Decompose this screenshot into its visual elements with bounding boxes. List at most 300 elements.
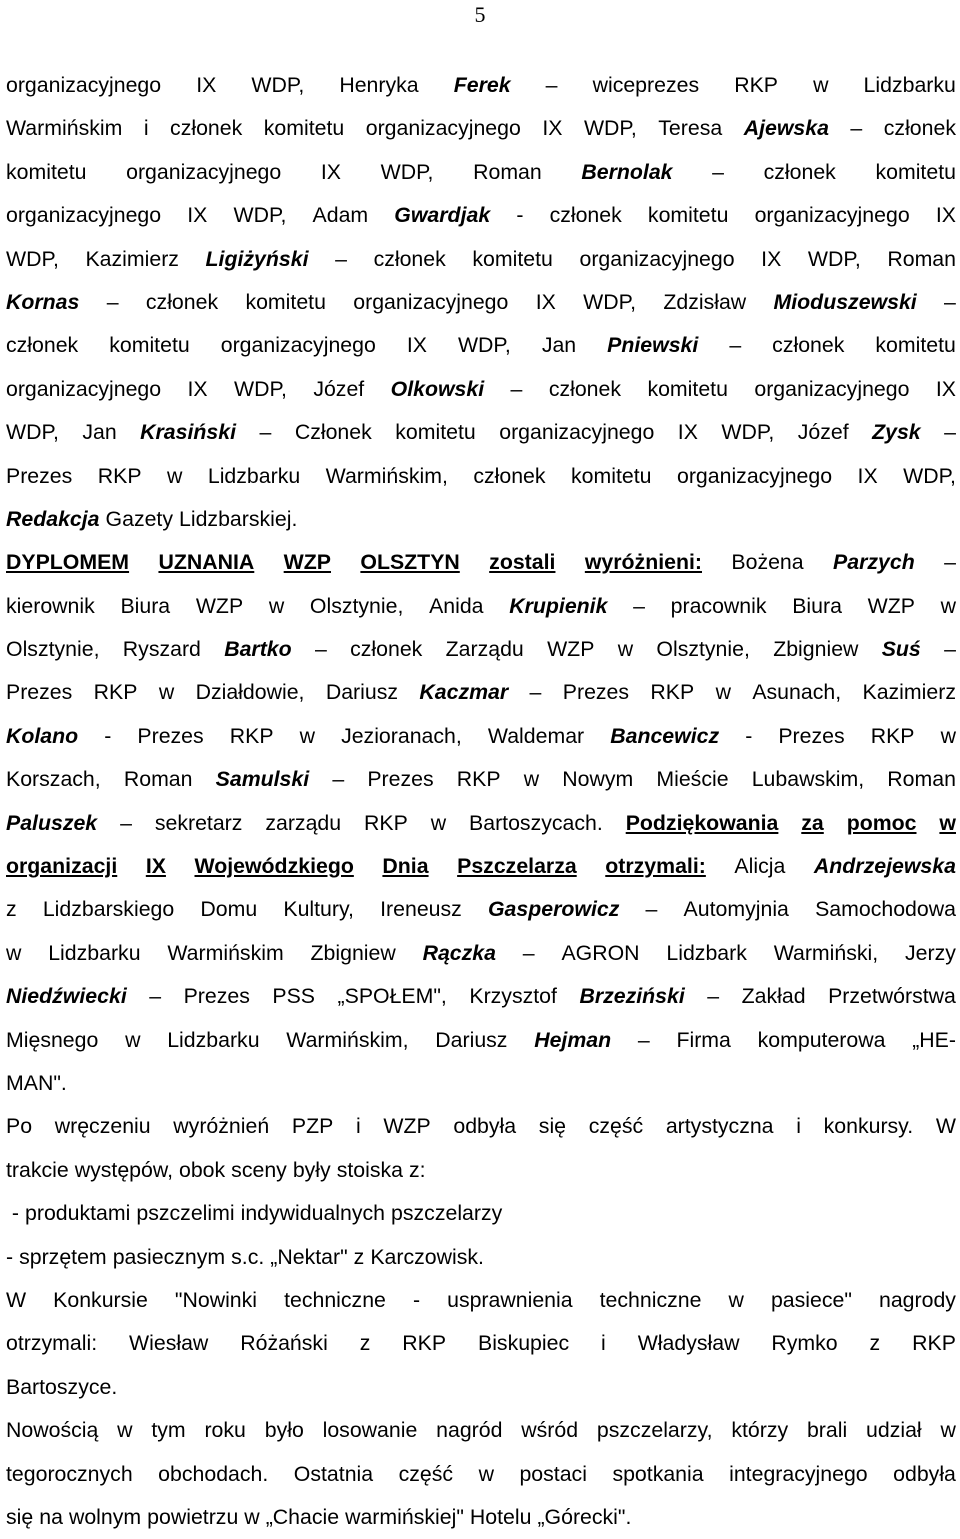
word: Krasiński: [140, 420, 237, 445]
word: Nowym: [562, 767, 634, 792]
word: Dnia: [382, 854, 429, 879]
word: –: [944, 420, 956, 445]
word: Lidzbarskiej.: [179, 506, 298, 531]
word: Ajewska: [743, 116, 829, 141]
word: WDP,: [251, 73, 305, 97]
word: Roman: [887, 767, 956, 792]
word: w: [940, 723, 956, 748]
text-line: [6, 1322, 956, 1365]
text-line: [6, 194, 956, 237]
word: RKP: [97, 463, 142, 488]
word: brali: [806, 1418, 848, 1443]
word: roku: [204, 1418, 246, 1443]
word: Gwardjak: [394, 203, 491, 228]
text-line: [6, 1496, 956, 1539]
word: WDP,: [903, 463, 956, 488]
word: IX: [196, 73, 217, 97]
word: za: [801, 810, 824, 835]
word: Olsztynie,: [656, 637, 750, 662]
word: w: [299, 723, 315, 748]
word: WZP: [283, 550, 331, 575]
word: komitetu: [571, 463, 652, 488]
word: Bartko: [224, 637, 292, 662]
text-line: [6, 1409, 956, 1452]
word: powietrzu: [147, 1504, 239, 1529]
word: –: [314, 637, 327, 662]
text-line: [6, 1149, 956, 1192]
word: z: [6, 897, 17, 922]
word: komitetu: [6, 159, 87, 184]
word: „Górecki".: [537, 1504, 632, 1529]
word: Dariusz: [435, 1027, 508, 1052]
word: Ostatnia: [293, 1461, 374, 1486]
word: organizacyjnego: [6, 376, 162, 401]
word: –: [106, 289, 119, 314]
word: organizacyjnego: [579, 246, 735, 271]
word: członek: [145, 289, 219, 314]
word: odbyła: [453, 1114, 517, 1139]
word: Kornas: [6, 289, 80, 314]
word: Kazimierz: [862, 680, 956, 705]
word: postaci: [519, 1461, 587, 1486]
word: DYPLOMEM: [6, 550, 130, 575]
word: Roman: [123, 767, 193, 792]
word: w: [715, 680, 731, 705]
text-line: [6, 671, 956, 714]
word: tym: [151, 1418, 186, 1443]
word: WZP: [195, 593, 244, 618]
word: RKP: [229, 723, 274, 748]
word: RKP: [870, 723, 915, 748]
word: Dariusz: [325, 680, 399, 705]
word: Warmińskim,: [325, 463, 448, 488]
word: WDP,: [583, 289, 637, 314]
word: Brzeziński: [579, 984, 685, 1009]
word: WZP: [547, 637, 595, 662]
word: organizacji: [6, 854, 118, 879]
word: WDP,: [457, 333, 511, 358]
word: organizacyjnego: [6, 73, 162, 97]
word: organizacyjnego: [365, 116, 521, 141]
word: –: [944, 289, 956, 314]
word: –: [545, 73, 558, 97]
word: WDP,: [234, 376, 287, 401]
word: RKP: [456, 767, 501, 792]
word: –: [944, 550, 956, 575]
word: część: [588, 1114, 644, 1139]
word: w: [939, 810, 956, 835]
word: z: [869, 1331, 881, 1356]
word: organizacyjnego: [353, 289, 509, 314]
word: –: [637, 1027, 650, 1052]
word: –: [522, 940, 535, 965]
word: usprawnienia: [447, 1287, 573, 1312]
word: Bernolak: [581, 159, 673, 184]
word: techniczne: [599, 1287, 702, 1312]
word: komitetu: [875, 333, 956, 358]
word: indywidualnych: [240, 1201, 386, 1226]
text-line: [6, 1279, 956, 1322]
word: Roman: [473, 159, 542, 184]
word: Zbigniew: [310, 940, 396, 965]
word: Pniewski: [607, 333, 699, 358]
word: Wojewódzkiego: [194, 854, 354, 879]
word: Teresa: [658, 116, 723, 141]
word: odbyła: [893, 1461, 956, 1486]
word: wiceprezes: [592, 73, 700, 97]
word: Suś: [881, 637, 921, 662]
word: Prezes: [778, 723, 845, 748]
word: Lidzbarku: [167, 1027, 260, 1052]
word: Prezes: [562, 680, 630, 705]
page-number: 5: [474, 2, 486, 27]
word: Ligiżyński: [205, 246, 309, 271]
word: AGRON: [561, 940, 640, 965]
word: wręczeniu: [54, 1114, 151, 1139]
word: członek: [373, 246, 446, 271]
word: Biskupiec: [477, 1331, 570, 1356]
word: Lidzbarku: [207, 463, 301, 488]
word: Firma: [676, 1027, 731, 1052]
word: członek: [473, 463, 546, 488]
word: UZNANIA: [158, 550, 255, 575]
word: organizacyjnego: [499, 420, 655, 445]
word: komitetu: [395, 420, 476, 445]
word: w: [813, 73, 829, 97]
word: –: [729, 333, 742, 358]
word: Parzych: [833, 550, 915, 575]
word: MAN".: [6, 1070, 67, 1095]
word: WDP,: [807, 246, 861, 271]
text-line: [6, 1453, 956, 1496]
word: udział: [866, 1418, 922, 1443]
word: komitetu: [263, 116, 345, 141]
word: IX: [320, 159, 341, 184]
word: Karczowisk.: [370, 1244, 484, 1269]
word: komitetu: [647, 376, 728, 401]
word: którzy: [731, 1418, 789, 1443]
word: w: [125, 1027, 141, 1052]
word: członek: [549, 203, 622, 228]
word: pszczelarzy,: [596, 1418, 713, 1443]
word: Hotelu: [469, 1504, 532, 1529]
word: WDP,: [6, 246, 59, 271]
word: „Nektar": [270, 1244, 348, 1269]
word: Konkursie: [53, 1287, 148, 1312]
word: członek: [548, 376, 622, 401]
word: artystyczna: [665, 1114, 774, 1139]
word: OLSZTYN: [360, 550, 460, 575]
word: WDP,: [583, 116, 637, 141]
word: Kazimierz: [85, 246, 179, 271]
word: Bartoszyce.: [6, 1374, 118, 1399]
word: członek: [772, 333, 845, 358]
word: otrzymali:: [605, 854, 706, 879]
word: „SPOŁEM",: [337, 984, 447, 1009]
word: na: [39, 1504, 63, 1529]
word: RKP: [402, 1331, 447, 1356]
word: Nowością: [6, 1418, 99, 1443]
text-line: [6, 802, 956, 845]
word: w: [523, 767, 540, 792]
text-line: [6, 324, 956, 367]
word: Lidzbark: [666, 940, 747, 965]
word: komitetu: [245, 289, 326, 314]
word: WZP: [383, 1114, 431, 1139]
word: –: [712, 159, 724, 184]
word: otrzymali:: [6, 1331, 98, 1356]
word: Bartoszycach.: [469, 810, 603, 835]
word: IX: [187, 376, 208, 401]
word: komitetu: [109, 333, 190, 358]
word: komputerowa: [757, 1027, 886, 1052]
word: Jan: [541, 333, 577, 358]
word: komitetu: [472, 246, 553, 271]
word: WDP,: [721, 420, 775, 445]
word: Bożena: [731, 550, 804, 575]
word: spotkania: [612, 1461, 704, 1486]
word: członek: [763, 159, 836, 184]
word: RKP: [364, 810, 408, 835]
word: Kaczmar: [419, 680, 509, 705]
word: członek: [883, 116, 956, 141]
word: konkursy.: [823, 1114, 914, 1139]
word: komitetu: [875, 159, 956, 184]
word: IX: [935, 376, 956, 401]
text-line: [6, 455, 956, 498]
word: Ferek: [453, 73, 511, 97]
text-line: [6, 1105, 956, 1148]
text-line: [6, 715, 956, 758]
word: „Chacie: [265, 1504, 340, 1529]
word: obok: [178, 1157, 226, 1182]
word: tegorocznych: [6, 1461, 133, 1486]
word: organizacyjnego: [676, 463, 833, 488]
word: Andrzejewska: [813, 854, 956, 879]
word: –: [510, 376, 523, 401]
word: Samulski: [215, 767, 310, 792]
word: komitetu: [647, 203, 729, 228]
word: WDP,: [6, 420, 59, 445]
word: IX: [542, 116, 563, 141]
word: RKP: [912, 1331, 956, 1356]
word: Prezes: [367, 767, 434, 792]
word: Jezioranach,: [341, 723, 462, 748]
word: i: [601, 1331, 606, 1356]
word: Rymko: [771, 1331, 838, 1356]
text-line: [6, 932, 956, 975]
word: W: [6, 1287, 27, 1312]
word: i: [143, 116, 149, 141]
word: –: [120, 810, 132, 835]
text-line: [6, 107, 956, 150]
word: W: [935, 1114, 956, 1139]
word: Automyjnia: [683, 897, 789, 922]
text-line: [6, 151, 956, 194]
word: s.c.: [231, 1244, 265, 1269]
word: nagrody: [878, 1287, 956, 1312]
word: Warmiński,: [773, 940, 879, 965]
word: WDP,: [233, 203, 287, 228]
word: z: [359, 1331, 371, 1356]
word: członek: [170, 116, 243, 141]
text-line: [6, 585, 956, 628]
word: Gazety: [105, 506, 173, 531]
word: Wiesław: [129, 1331, 209, 1356]
word: wolnym: [68, 1504, 142, 1529]
word: Henryka: [339, 73, 419, 97]
text-line: [6, 845, 956, 888]
word: RKP: [93, 680, 138, 705]
word: Paluszek: [6, 810, 98, 835]
word: zarządu: [265, 810, 342, 835]
word: -: [6, 1244, 14, 1269]
word: Mięsnego: [6, 1027, 99, 1052]
word: w: [940, 593, 956, 618]
word: w: [940, 1418, 956, 1443]
text-line: [6, 1366, 956, 1409]
word: pracownik: [670, 593, 767, 618]
word: nagród: [436, 1418, 503, 1443]
word: organizacyjnego: [754, 203, 910, 228]
word: Lubawskim,: [751, 767, 865, 792]
word: występów,: [74, 1157, 173, 1182]
word: Prezes: [183, 984, 250, 1009]
word: się: [538, 1114, 567, 1139]
word: Józef: [313, 376, 365, 401]
word: IX: [535, 289, 556, 314]
word: się: [6, 1504, 34, 1529]
word: organizacyjnego: [754, 376, 910, 401]
word: Prezes: [137, 723, 204, 748]
word: Zysk: [872, 420, 921, 445]
word: Gasperowicz: [487, 897, 620, 922]
word: Kultury,: [283, 897, 354, 922]
word: obchodach.: [158, 1461, 269, 1486]
word: RKP: [734, 73, 778, 97]
word: Korszach,: [6, 767, 101, 792]
word: Olsztynie,: [309, 593, 404, 618]
word: wśród: [521, 1418, 579, 1443]
word: w: [167, 463, 183, 488]
word: Zbigniew: [773, 637, 859, 662]
word: –: [332, 767, 345, 792]
word: Krupienik: [509, 593, 608, 618]
word: Kolano: [6, 723, 79, 748]
word: z: [353, 1244, 365, 1269]
word: i: [796, 1114, 801, 1139]
word: kierownik: [6, 593, 95, 618]
word: organizacyjnego: [6, 203, 162, 228]
word: pszczelarzy: [391, 1201, 503, 1226]
word: Pszczelarza: [457, 854, 577, 879]
word: integracyjnego: [729, 1461, 868, 1486]
word: IX: [761, 246, 782, 271]
word: Waldemar: [487, 723, 585, 748]
word: w: [478, 1461, 494, 1486]
word: produktami: [25, 1201, 131, 1226]
word: Bancewicz: [610, 723, 720, 748]
text-line: [6, 498, 956, 541]
word: w: [728, 1287, 744, 1312]
word: wyróżnień: [173, 1114, 270, 1139]
word: Warmińskim: [6, 116, 123, 141]
word: Warmińskim,: [286, 1027, 409, 1052]
word: Działdowie,: [195, 680, 305, 705]
word: Lidzbarskiego: [42, 897, 175, 922]
text-line: [6, 64, 956, 107]
word: Krzysztof: [469, 984, 557, 1009]
word: –: [645, 897, 658, 922]
word: –: [944, 637, 956, 662]
word: Olsztynie,: [6, 637, 100, 662]
word: stoiska: [336, 1157, 403, 1182]
word: trakcie: [6, 1157, 69, 1182]
word: Różański: [240, 1331, 328, 1356]
word: Ireneusz: [380, 897, 462, 922]
word: Przetwórstwa: [828, 984, 956, 1009]
word: wyróżnieni:: [584, 550, 702, 575]
word: –: [259, 420, 272, 445]
text-line: [6, 281, 956, 324]
word: Samochodowa: [815, 897, 956, 922]
word: –: [335, 246, 347, 271]
word: Zakład: [741, 984, 806, 1009]
word: członek: [6, 333, 79, 358]
word: –: [633, 593, 645, 618]
word: Olkowski: [390, 376, 485, 401]
word: organizacyjnego: [126, 159, 282, 184]
word: Alicja: [734, 854, 786, 879]
word: IX: [677, 420, 698, 445]
text-line: [6, 411, 956, 454]
text-line: [6, 975, 956, 1018]
word: Biura: [792, 593, 842, 618]
word: -: [104, 723, 112, 748]
word: -: [745, 723, 753, 748]
word: -: [412, 1287, 421, 1312]
word: –: [707, 984, 720, 1009]
word: w: [117, 1418, 133, 1443]
text-line: [6, 1236, 956, 1279]
word: Podziękowania: [625, 810, 779, 835]
word: w: [617, 637, 634, 662]
text-line: [6, 1019, 956, 1062]
text-line: [6, 541, 956, 584]
word: Mieście: [656, 767, 729, 792]
word: Anida: [429, 593, 484, 618]
word: Władysław: [637, 1331, 740, 1356]
word: „HE-: [912, 1027, 956, 1052]
word: w: [430, 810, 447, 835]
word: pasiece": [770, 1287, 852, 1312]
word: Prezes: [6, 463, 73, 488]
word: pasiecznym: [112, 1244, 226, 1269]
word: RKP: [650, 680, 695, 705]
word: Ryszard: [122, 637, 201, 662]
word: w: [158, 680, 175, 705]
word: losowanie: [322, 1418, 418, 1443]
word: zostali: [489, 550, 556, 575]
word: Prezes: [6, 680, 73, 705]
word: Po: [6, 1114, 33, 1139]
word: Członek: [294, 420, 372, 445]
word: Warmińskim: [167, 940, 284, 965]
word: w: [268, 593, 285, 618]
word: w: [244, 1504, 260, 1529]
word: IX: [187, 203, 208, 228]
word: IX: [145, 854, 166, 879]
